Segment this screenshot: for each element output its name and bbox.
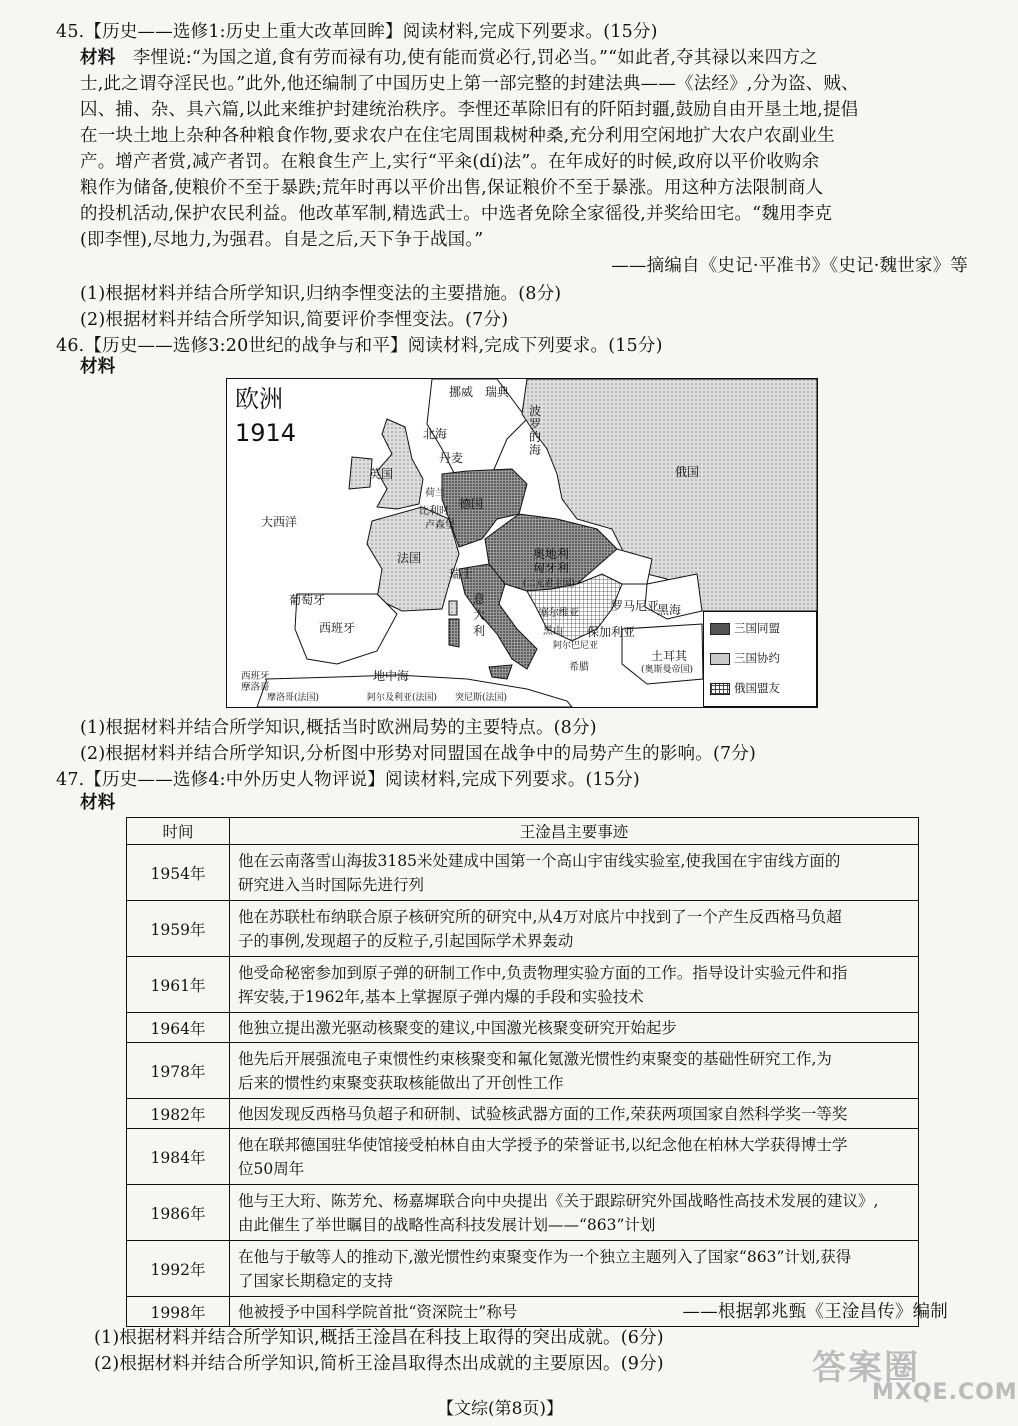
page-footer: 【文综(第8页)】 bbox=[436, 1399, 564, 1419]
q47-material-label: 材料 bbox=[80, 793, 116, 813]
q45-text-line: 李悝说:“为国之道,食有劳而禄有功,使有能而赏必行,罚必当。”“如此者,夺其禄以来四方之 bbox=[132, 48, 818, 68]
q45-source: ——摘编自《史记·平准书》《史记·魏世家》等 bbox=[611, 256, 968, 276]
label-greece: 希腊 bbox=[569, 662, 589, 673]
q45-sub-question-2: (2)根据材料并结合所学知识,简要评价李悝变法。(7分) bbox=[80, 310, 509, 330]
label-luxembourg: 卢森堡 bbox=[425, 520, 455, 531]
row-event: 他与王大珩、陈芳允、杨嘉墀联合向中央提出《关于跟踪研究外国战略性高技术发展的建议》, 由此催生了举世瞩目的战略性高科技发展计划——“863”计划 bbox=[230, 1185, 919, 1241]
label-mediterranean: 地中海 bbox=[373, 669, 410, 683]
row-year: 1964年 bbox=[127, 1013, 230, 1043]
map-title-europe: 欧洲 bbox=[235, 385, 283, 413]
watermark-main: 答案圈 bbox=[812, 1348, 920, 1388]
label-serbia: 塞尔维亚 bbox=[539, 608, 579, 619]
sicily-shape bbox=[489, 665, 512, 679]
map-title-year: 1914 bbox=[235, 419, 297, 447]
q46-sub-question-2: (2)根据材料并结合所学知识,分析图中形势对同盟国在战争中的局势产生的影响。(7分) bbox=[80, 744, 757, 764]
watermark-logo bbox=[802, 1340, 1018, 1410]
table-row bbox=[127, 845, 919, 901]
legend-item-triple-alliance: 三国同盟 bbox=[710, 618, 780, 638]
row-event: 他独立提出激光驱动核聚变的建议,中国激光核聚变研究开始起步 bbox=[230, 1013, 919, 1043]
label-switzerland: 瑞士 bbox=[449, 567, 474, 581]
label-spain: 西班牙 bbox=[319, 621, 356, 635]
label-black-sea: 黑海 bbox=[657, 603, 682, 617]
label-spanish-morocco: 西班牙摩洛哥 bbox=[241, 671, 270, 693]
row-event: 他受命秘密参加到原子弹的研制工作中,负责物理实验方面的工作。指导设计实验元件和指 挥安装,于1962年,基本上掌握原子弹内爆的手段和实验技术 bbox=[230, 957, 919, 1013]
table-header-row bbox=[127, 818, 919, 845]
label-bulgaria: 保加利亚 bbox=[587, 625, 636, 639]
table-row bbox=[127, 901, 919, 957]
q45-text-line: 士,此之谓夺淫民也。”此外,他还编制了中国历史上第一部完整的封建法典——《法经》,分为盗、贼、 bbox=[80, 74, 859, 94]
q46-sub-question-1: (1)根据材料并结合所学知识,概括当时欧洲局势的主要特点。(8分) bbox=[80, 718, 597, 738]
label-denmark: 丹麦 bbox=[439, 451, 464, 465]
legend-item-russian-ally: 俄国盟友 bbox=[710, 678, 780, 698]
q47-source: ——根据郭兆甄《王淦昌传》编制 bbox=[682, 1302, 948, 1322]
label-netherlands: 荷兰 bbox=[425, 488, 445, 499]
label-turkey: 土耳其 bbox=[651, 649, 688, 663]
label-germany: 德国 bbox=[459, 497, 484, 511]
table-header-time: 时间 bbox=[127, 818, 230, 845]
sardinia-shape bbox=[449, 619, 459, 647]
row-year: 1984年 bbox=[127, 1129, 230, 1185]
label-britain: 英国 bbox=[369, 467, 394, 481]
q45-text-line: (即李悝),尽地力,为强君。自是之后,天下争于战国。” bbox=[80, 230, 484, 250]
table-header-events: 王淦昌主要事迹 bbox=[230, 818, 919, 845]
label-belgium: 比利时 bbox=[419, 506, 449, 517]
label-ottoman: (奥斯曼帝国) bbox=[641, 665, 694, 675]
label-norway: 挪威 bbox=[449, 385, 474, 399]
row-event: 在他与于敏等人的推动下,激光惯性约束聚变作为一个独立主题列入了国家“863”计划,获得 了国家长期稳定的支持 bbox=[230, 1241, 919, 1297]
row-event: 他在云南落雪山海拔3185米处建成中国第一个高山宇宙线实验室,使我国在宇宙线方面的 研究进入当时国际先进行列 bbox=[230, 845, 919, 901]
q45-sub-question-1: (1)根据材料并结合所学知识,归纳李悝变法的主要措施。(8分) bbox=[80, 284, 562, 304]
label-atlantic: 大西洋 bbox=[261, 515, 298, 529]
label-montenegro: 黑山 bbox=[543, 626, 563, 637]
label-tunisia-france: 突尼斯(法国) bbox=[455, 693, 508, 703]
label-north-sea: 北海 bbox=[423, 427, 448, 441]
table-row bbox=[127, 957, 919, 1013]
map-legend bbox=[703, 611, 817, 707]
label-dual-monarchy: (二元君主国) bbox=[523, 579, 576, 589]
row-year: 1978年 bbox=[127, 1043, 230, 1099]
q45-title: 45.【历史——选修1:历史上重大改革回眸】阅读材料,完成下列要求。(15分) bbox=[56, 22, 658, 42]
label-russia: 俄国 bbox=[675, 465, 700, 479]
label-albania: 阿尔巴尼亚 bbox=[553, 641, 599, 651]
label-portugal: 葡萄牙 bbox=[289, 593, 326, 607]
q45-material-line-1 bbox=[80, 45, 818, 71]
corsica-shape bbox=[449, 601, 457, 615]
row-year: 1982年 bbox=[127, 1099, 230, 1129]
label-algeria-france: 阿尔及利亚(法国) bbox=[367, 693, 438, 703]
label-austria-hungary: 奥地利匈牙利 bbox=[533, 547, 570, 575]
row-event: 他被授予中国科学院首批“资深院士”称号 bbox=[230, 1297, 919, 1327]
q45-text-line: 在一块土地上杂种各种粮食作物,要求农户在住宅周围栽树种桑,充分利用空闲地扩大农户农副业生 bbox=[80, 126, 835, 146]
watermark-domain: MXQE.COM bbox=[872, 1380, 1018, 1405]
table-row bbox=[127, 1099, 919, 1129]
label-morocco-france: 摩洛哥(法国) bbox=[267, 693, 320, 703]
q46-title: 46.【历史——选修3:20世纪的战争与和平】阅读材料,完成下列要求。(15分) bbox=[56, 336, 663, 356]
table-row bbox=[127, 1241, 919, 1297]
row-year: 1992年 bbox=[127, 1241, 230, 1297]
wang-ganchang-table bbox=[126, 817, 919, 1327]
table-row bbox=[127, 1129, 919, 1185]
label-france: 法国 bbox=[397, 551, 422, 565]
table-row bbox=[127, 1043, 919, 1099]
q45-text-line: 产。增产者赏,减产者罚。在粮食生产上,实行“平籴(dí)法”。在年成好的时候,政府以平价收购余 bbox=[80, 152, 820, 172]
q47-sub-question-2: (2)根据材料并结合所学知识,简析王淦昌取得杰出成就的主要原因。(9分) bbox=[94, 1354, 664, 1374]
europe-1914-map bbox=[226, 378, 818, 708]
row-year: 1998年 bbox=[127, 1297, 230, 1327]
row-event: 他先后开展强流电子束惯性约束核聚变和氟化氪激光惯性约束聚变的基础性研究工作,为 后来的惯性约束聚变获取核能做出了开创性工作 bbox=[230, 1043, 919, 1099]
row-year: 1954年 bbox=[127, 845, 230, 901]
q45-text-line: 的投机活动,保护农民利益。他改革军制,精选武士。中选者免除全家徭役,并奖给田宅。“魏用李克 bbox=[80, 204, 833, 224]
row-event: 他在联邦德国驻华使馆接受柏林自由大学授予的荣誉证书,以纪念他在柏林大学获得博士学 位50周年 bbox=[230, 1129, 919, 1185]
legend-item-triple-entente: 三国协约 bbox=[710, 648, 780, 668]
row-event: 他因发现反西格马负超子和研制、试验核武器方面的工作,荣获两项国家自然科学奖一等奖 bbox=[230, 1099, 919, 1129]
q46-material-label: 材料 bbox=[80, 357, 116, 377]
q45-text-line: 囚、捕、杂、具六篇,以此来维护封建统治秩序。李悝还革除旧有的阡陌封疆,鼓励自由开垦土地,提倡 bbox=[80, 100, 859, 120]
q47-title: 47.【历史——选修4:中外历史人物评说】阅读材料,完成下列要求。(15分) bbox=[56, 770, 640, 790]
britain-shape bbox=[377, 419, 423, 509]
table-row bbox=[127, 1185, 919, 1241]
q47-sub-question-1: (1)根据材料并结合所学知识,概括王淦昌在科技上取得的突出成就。(6分) bbox=[94, 1328, 664, 1348]
label-romania: 罗马尼亚 bbox=[611, 599, 660, 613]
row-event: 他在苏联杜布纳联合原子核研究所的研究中,从4万对底片中找到了一个产生反西格马负超 子的事例,发现超子的反粒子,引起国际学术界轰动 bbox=[230, 901, 919, 957]
row-year: 1961年 bbox=[127, 957, 230, 1013]
row-year: 1986年 bbox=[127, 1185, 230, 1241]
legend-swatch-light bbox=[710, 653, 730, 665]
label-italy: 意大利 bbox=[473, 592, 486, 638]
table-row bbox=[127, 1013, 919, 1043]
q45-material-label: 材料 bbox=[80, 48, 116, 68]
row-year: 1959年 bbox=[127, 901, 230, 957]
legend-swatch-dark bbox=[710, 623, 730, 635]
q45-text-line: 粮作为储备,使粮价不至于暴跌;荒年时再以平价出售,保证粮价不至于暴涨。用这种方法限制商人 bbox=[80, 178, 824, 198]
label-sweden: 瑞典 bbox=[485, 385, 510, 399]
label-baltic: 波罗的海 bbox=[529, 404, 542, 457]
legend-swatch-grid bbox=[710, 683, 730, 695]
